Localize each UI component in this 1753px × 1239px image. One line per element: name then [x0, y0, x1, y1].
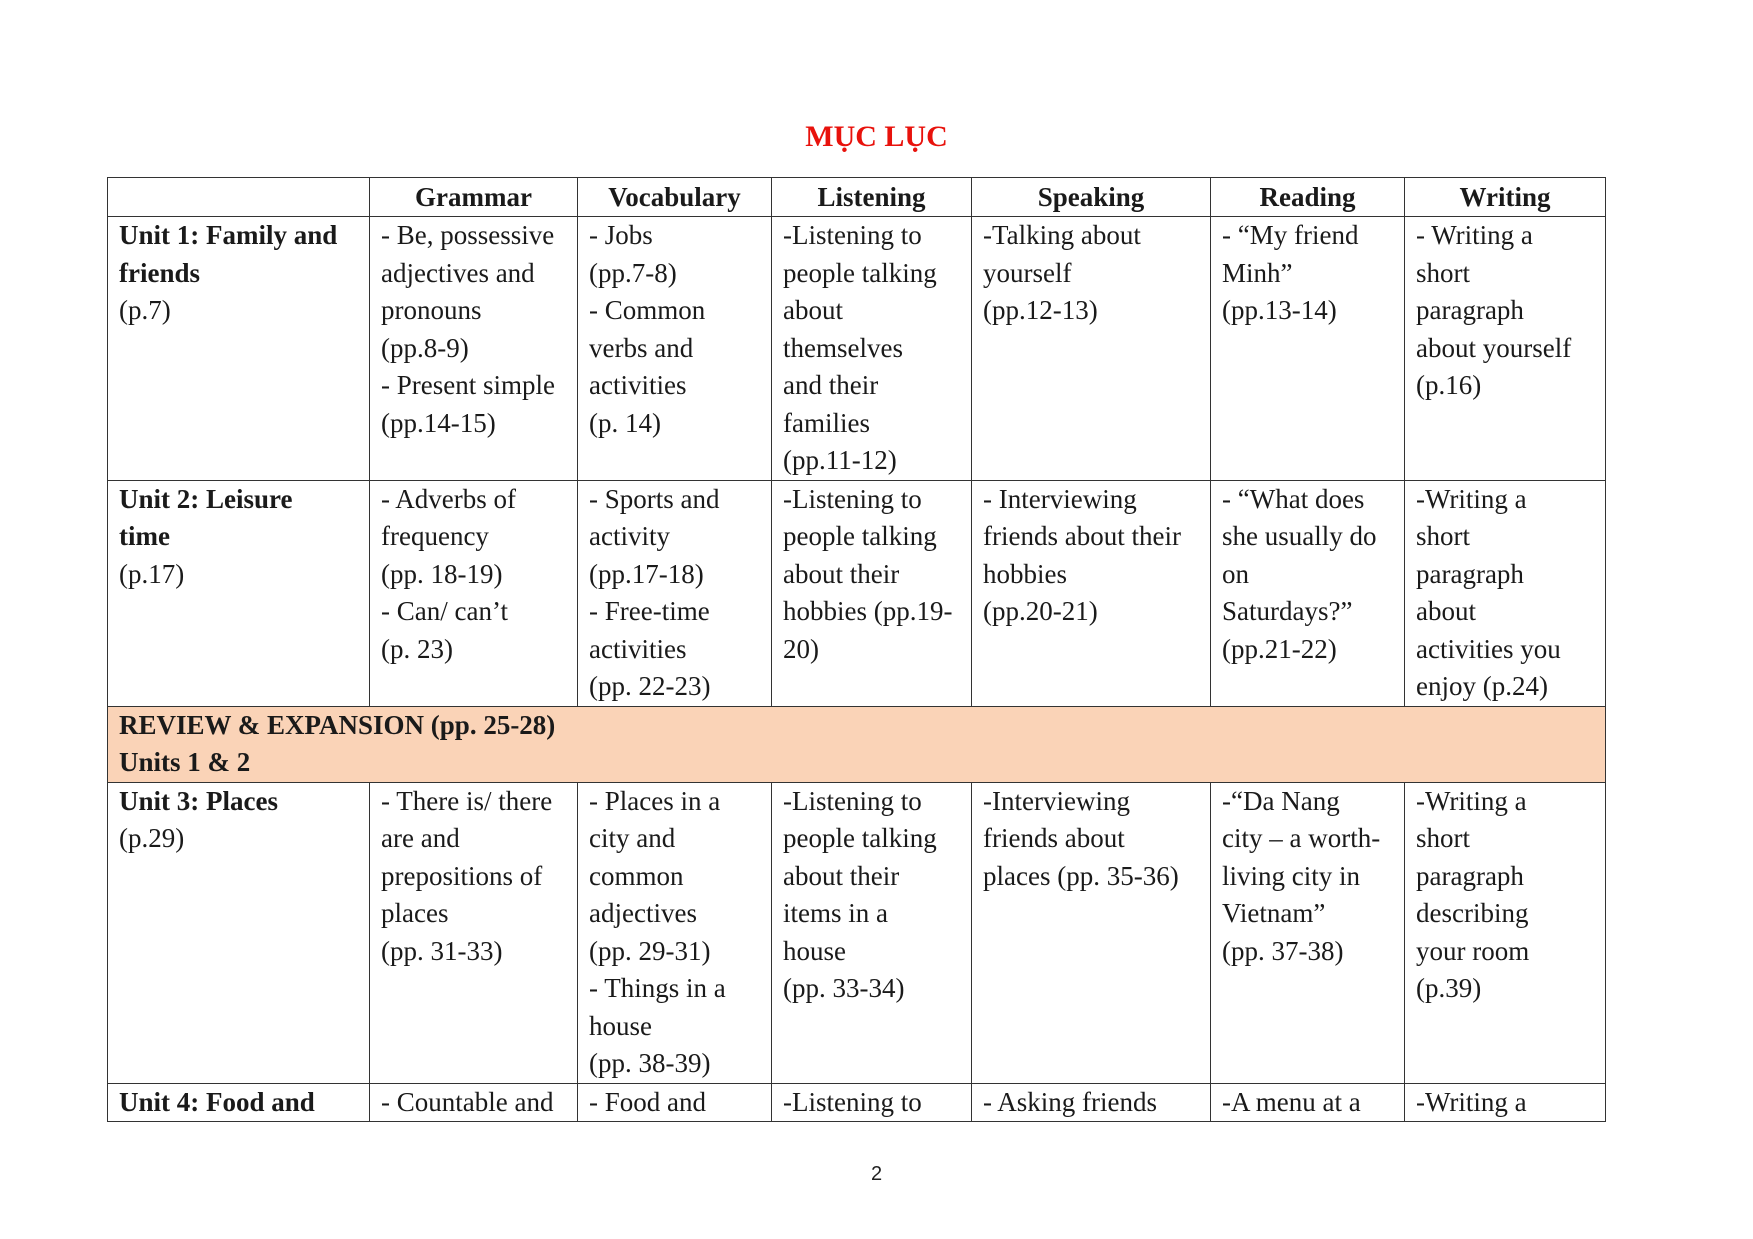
cell-line: about yourself — [1416, 332, 1572, 363]
unit-title: time — [119, 521, 170, 551]
listening-cell — [772, 480, 972, 706]
cell-line: - Food and — [589, 1086, 706, 1117]
review-line: Units 1 & 2 — [119, 747, 251, 777]
cell-line: (pp. 33-34) — [783, 973, 905, 1003]
cell-line: about — [783, 295, 843, 325]
cell-line: hobbies — [983, 558, 1067, 589]
grammar-cell — [370, 782, 578, 1083]
reading-cell — [1211, 1083, 1405, 1122]
cell-line: (pp. 38-39) — [589, 1048, 711, 1078]
cell-line: - Jobs — [589, 220, 653, 250]
cell-line: (pp.12-13) — [983, 295, 1098, 325]
cell-line: -Listening to — [783, 483, 922, 514]
cell-line: -Writing a — [1416, 785, 1527, 816]
cell-line: (pp.7-8) — [589, 257, 677, 288]
contents-table — [107, 177, 1606, 1122]
vocabulary-cell — [578, 480, 772, 706]
header-row — [108, 178, 1606, 217]
cell-line: - Sports and — [589, 483, 720, 514]
cell-line: on — [1222, 558, 1249, 589]
header-cell-unit — [108, 178, 370, 217]
cell-line: - Asking friends — [983, 1086, 1157, 1117]
cell-line: verbs and — [589, 332, 694, 363]
unit-title: friends — [119, 257, 200, 288]
cell-line: paragraph — [1416, 558, 1524, 589]
cell-line: -Listening to — [783, 220, 922, 250]
cell-line: friends about — [983, 823, 1125, 853]
cell-line: frequency — [381, 521, 489, 551]
cell-line: short — [1416, 521, 1470, 551]
cell-line: - Can/ can’t — [381, 596, 508, 626]
cell-line: about their — [783, 860, 900, 891]
cell-line: - Countable and — [381, 1086, 554, 1117]
cell-line: activities — [589, 370, 687, 400]
unit-cell — [108, 782, 370, 1083]
cell-line: common — [589, 860, 684, 891]
cell-line: paragraph — [1416, 295, 1524, 325]
cell-line: describing — [1416, 898, 1529, 928]
table-row — [108, 480, 1606, 706]
cell-line: activities — [589, 633, 687, 664]
cell-line: -Writing a — [1416, 483, 1527, 514]
cell-line: friends about their — [983, 521, 1181, 551]
grammar-cell — [370, 480, 578, 706]
cell-line: your room — [1416, 935, 1530, 966]
cell-line: city and — [589, 823, 676, 853]
reading-cell — [1211, 217, 1405, 481]
writing-cell — [1405, 480, 1606, 706]
unit-title: Unit 2: Leisure — [119, 483, 293, 514]
cell-line: people talking — [783, 823, 937, 853]
unit-title: Unit 1: Family and — [119, 220, 338, 250]
cell-line: house — [589, 1010, 652, 1041]
cell-line: short — [1416, 823, 1470, 853]
cell-line: and their — [783, 370, 879, 400]
header-cell-listening: Listening — [772, 178, 972, 217]
cell-line: themselves — [783, 332, 903, 363]
cell-line: paragraph — [1416, 860, 1524, 891]
cell-line: Vietnam” — [1222, 898, 1326, 928]
vocabulary-cell — [578, 1083, 772, 1122]
cell-line: - “My friend — [1222, 220, 1359, 250]
cell-line: families — [783, 407, 870, 438]
unit-title: Unit 4: Food and — [119, 1086, 315, 1117]
cell-line: enjoy (p.24) — [1416, 671, 1548, 701]
cell-line: - Things in a — [589, 973, 726, 1003]
cell-line: about their — [783, 558, 900, 589]
cell-line: (pp.14-15) — [381, 407, 496, 438]
unit-title: Unit 3: Places — [119, 785, 278, 816]
cell-line: (pp.11-12) — [783, 445, 897, 475]
reading-cell — [1211, 782, 1405, 1083]
cell-line: -“Da Nang — [1222, 785, 1340, 816]
cell-line: - Free-time — [589, 596, 710, 626]
review-row — [108, 706, 1606, 782]
cell-line: (pp.17-18) — [589, 558, 704, 589]
table-row — [108, 217, 1606, 481]
writing-cell — [1405, 1083, 1606, 1122]
review-line: REVIEW & EXPANSION (pp. 25-28) — [119, 709, 556, 740]
cell-line: she usually do — [1222, 521, 1377, 551]
cell-line: places — [381, 898, 449, 928]
speaking-cell — [972, 217, 1211, 481]
cell-line: short — [1416, 257, 1470, 288]
cell-line: (p. 14) — [589, 407, 661, 438]
unit-cell — [108, 480, 370, 706]
cell-line: (pp.21-22) — [1222, 633, 1337, 664]
cell-line: people talking — [783, 257, 937, 288]
cell-line: yourself — [983, 257, 1072, 288]
speaking-cell — [972, 782, 1211, 1083]
unit-page: (p.17) — [119, 558, 185, 589]
grammar-cell — [370, 217, 578, 481]
cell-line: (pp. 37-38) — [1222, 935, 1344, 966]
cell-line: (pp.8-9) — [381, 332, 469, 363]
cell-line: hobbies (pp.19- — [783, 596, 953, 626]
cell-line: (p. 23) — [381, 633, 453, 664]
writing-cell — [1405, 782, 1606, 1083]
unit-cell — [108, 1083, 370, 1122]
cell-line: about — [1416, 596, 1476, 626]
header-cell-speaking: Speaking — [972, 178, 1211, 217]
cell-line: - Be, possessive — [381, 220, 555, 250]
listening-cell — [772, 1083, 972, 1122]
cell-line: (pp. 22-23) — [589, 671, 711, 701]
cell-line: - Writing a — [1416, 220, 1533, 250]
cell-line: -Talking about — [983, 220, 1141, 250]
speaking-cell — [972, 480, 1211, 706]
reading-cell — [1211, 480, 1405, 706]
table-body — [108, 217, 1606, 1122]
header-cell-grammar: Grammar — [370, 178, 578, 217]
cell-line: 20) — [783, 633, 819, 664]
cell-line: adjectives — [589, 898, 697, 928]
cell-line: - Interviewing — [983, 483, 1137, 514]
cell-line: city – a worth- — [1222, 823, 1381, 853]
cell-line: items in a — [783, 898, 888, 928]
cell-line: -Listening to — [783, 1086, 922, 1117]
cell-line: (pp.13-14) — [1222, 295, 1337, 325]
cell-line: (pp.20-21) — [983, 596, 1098, 626]
cell-line: (pp. 18-19) — [381, 558, 503, 589]
cell-line: - Adverbs of — [381, 483, 516, 514]
speaking-cell — [972, 1083, 1211, 1122]
vocabulary-cell — [578, 217, 772, 481]
unit-page: (p.29) — [119, 823, 185, 853]
page-number: 2 — [870, 1163, 883, 1185]
listening-cell — [772, 217, 972, 481]
table-row — [108, 782, 1606, 1083]
cell-line: are and — [381, 823, 460, 853]
cell-line: -Interviewing — [983, 785, 1130, 816]
cell-line: places (pp. 35-36) — [983, 860, 1179, 891]
cell-line: activities you — [1416, 633, 1561, 664]
vocabulary-cell — [578, 782, 772, 1083]
cell-line: -Writing a — [1416, 1086, 1527, 1117]
cell-line: house — [783, 935, 846, 966]
cell-line: activity — [589, 521, 670, 551]
unit-page: (p.7) — [119, 295, 171, 325]
cell-line: -A menu at a — [1222, 1086, 1361, 1117]
cell-line: Minh” — [1222, 257, 1293, 288]
header-cell-vocabulary: Vocabulary — [578, 178, 772, 217]
cell-line: - “What does — [1222, 483, 1365, 514]
writing-cell — [1405, 217, 1606, 481]
unit-cell — [108, 217, 370, 481]
cell-line: adjectives and — [381, 257, 535, 288]
page-title: MỤC LỤC — [805, 120, 948, 153]
cell-line: people talking — [783, 521, 937, 551]
cell-line: - Places in a — [589, 785, 721, 816]
review-cell — [108, 706, 1606, 782]
cell-line: -Listening to — [783, 785, 922, 816]
grammar-cell — [370, 1083, 578, 1122]
table-row — [108, 1083, 1606, 1122]
cell-line: - There is/ there — [381, 785, 553, 816]
cell-line: prepositions of — [381, 860, 543, 891]
cell-line: - Common — [589, 295, 706, 325]
cell-line: Saturdays?” — [1222, 596, 1353, 626]
cell-line: pronouns — [381, 295, 482, 325]
header-cell-reading: Reading — [1211, 178, 1405, 217]
cell-line: living city in — [1222, 860, 1360, 891]
header-cell-writing: Writing — [1405, 178, 1606, 217]
listening-cell — [772, 782, 972, 1083]
cell-line: (pp. 31-33) — [381, 935, 503, 966]
cell-line: (p.39) — [1416, 973, 1482, 1003]
cell-line: (pp. 29-31) — [589, 935, 711, 966]
cell-line: - Present simple — [381, 370, 555, 400]
cell-line: (p.16) — [1416, 370, 1482, 400]
